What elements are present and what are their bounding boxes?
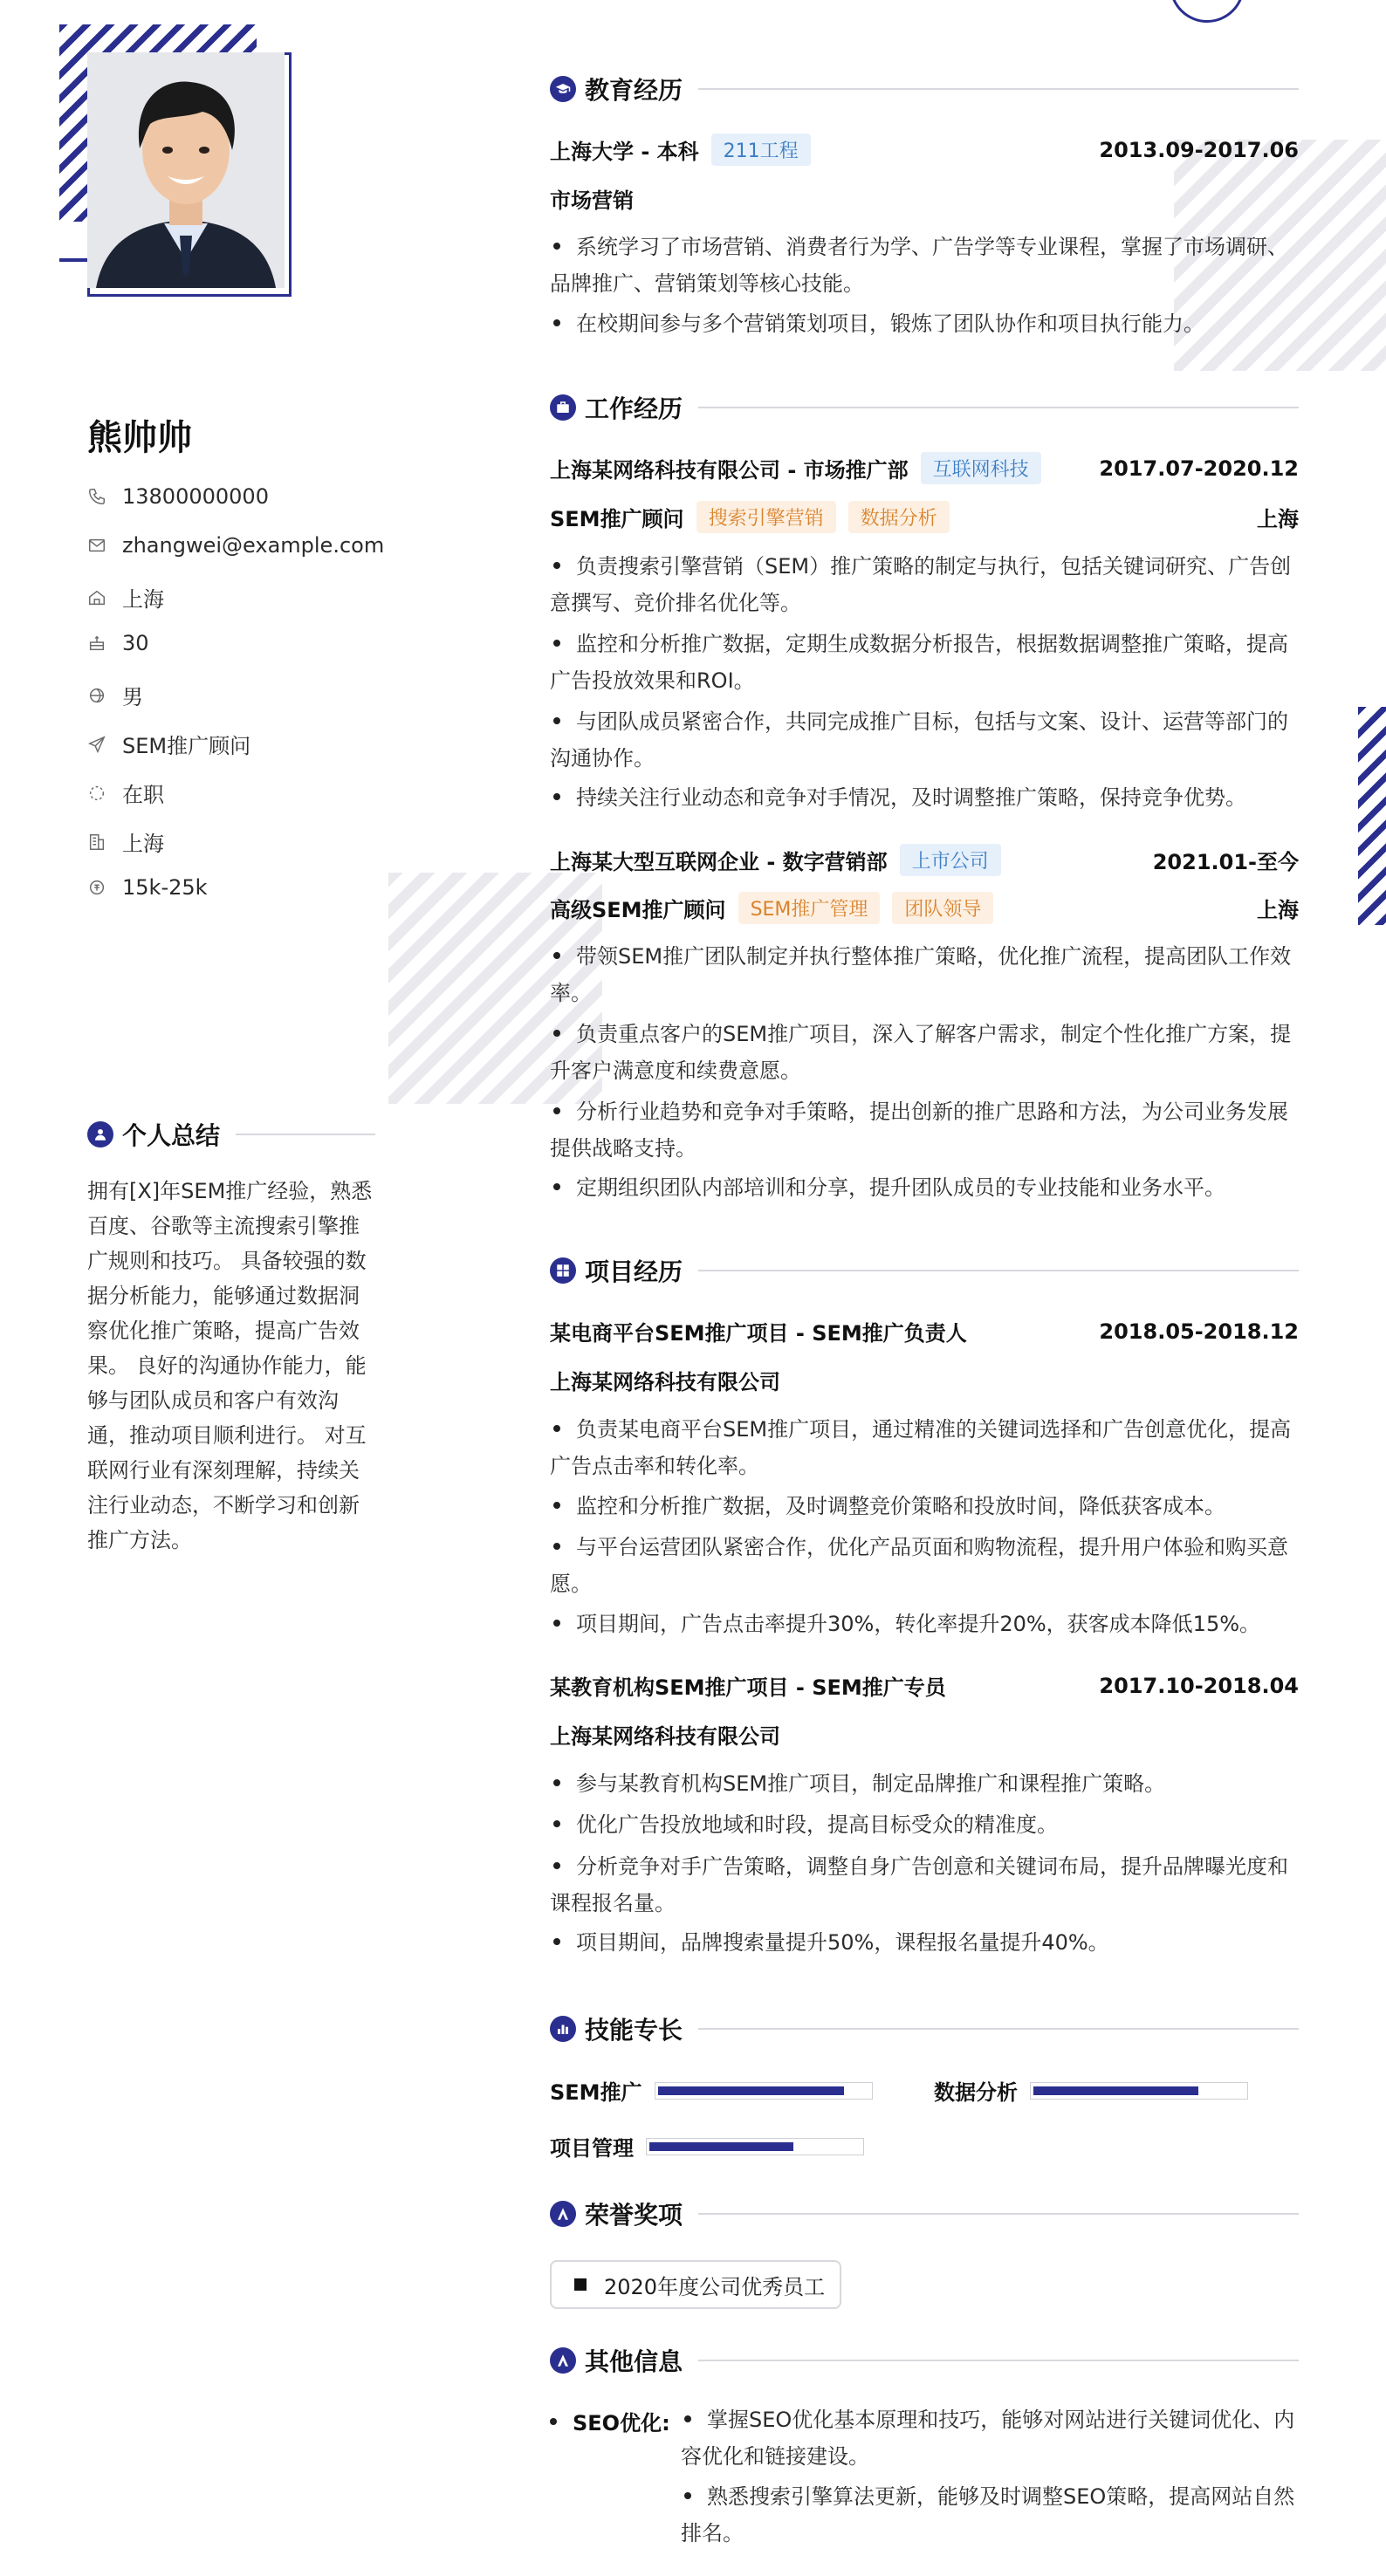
profile-name: 熊帅帅 — [87, 418, 192, 458]
skill-bar-fill — [649, 2142, 793, 2151]
section-awards-title: 荣誉奖项 — [585, 2201, 683, 2230]
job-bullet: 与团队成员紧密合作，共同完成推广目标，包括与文案、设计、运营等部门的沟通协作。 — [550, 709, 1288, 771]
bullet-dot — [553, 1820, 560, 1827]
bullet-dot — [553, 243, 560, 250]
job-company-row — [550, 844, 1299, 876]
age-text: 30 — [122, 631, 149, 655]
bullet-dot — [553, 562, 560, 569]
skill-bar — [646, 2138, 864, 2155]
user-icon — [87, 1121, 113, 1148]
job-city: 上海 — [1257, 898, 1299, 922]
job-company-tag: 互联网科技 — [921, 452, 1041, 484]
money-icon — [87, 878, 106, 897]
skill-item — [934, 2075, 1248, 2106]
section-divider — [698, 2360, 1299, 2361]
bullet-dot — [553, 952, 560, 959]
section-projects-header — [550, 1253, 1299, 1288]
section-other-header — [550, 2343, 1299, 2378]
phone-text: 13800000000 — [122, 484, 269, 509]
section-work-header — [550, 390, 1299, 425]
grid-icon — [550, 1257, 576, 1284]
award-square-icon — [574, 2278, 587, 2291]
education-bullet: 系统学习了市场营销、消费者行为学、广告学等专业课程，掌握了市场调研、品牌推广、营销策划等核心技能。 — [550, 235, 1288, 296]
bullet-dot — [553, 1862, 560, 1869]
job-bullet: 负责重点客户的SEM推广项目，深入了解客户需求，制定个性化推广方案，提升客户满意度和续费意愿。 — [550, 1022, 1292, 1083]
bullet-dot — [550, 2418, 557, 2425]
job-company: 上海某大型互联网企业 - 数字营销部 — [550, 850, 888, 874]
award-icon — [550, 2201, 576, 2227]
education-major: 市场营销 — [550, 188, 634, 213]
email-text: zhangwei@example.com — [122, 533, 385, 558]
decor-stripes-right-edge — [1358, 707, 1386, 925]
section-summary-title: 个人总结 — [122, 1121, 221, 1150]
section-work-title: 工作经历 — [585, 394, 683, 423]
cake-icon — [87, 634, 106, 653]
gender-icon — [87, 686, 106, 705]
bullet-dot — [553, 319, 560, 326]
bar-chart-icon — [550, 2016, 576, 2042]
info-location — [87, 582, 375, 613]
decor-circle-top — [1170, 0, 1245, 23]
avatar — [87, 52, 285, 288]
section-divider — [698, 88, 1299, 90]
section-skills-title: 技能专长 — [585, 2016, 683, 2045]
education-row — [550, 134, 1299, 166]
section-education-title: 教育经历 — [585, 76, 683, 105]
education-bullet: 在校期间参与多个营销策划项目，锻炼了团队协作和项目执行能力。 — [550, 305, 1299, 342]
bullet-dot — [553, 1502, 560, 1509]
other-bullet: 掌握SEO优化基本原理和技巧，能够对网站进行关键词优化、内容优化和链接建设。 — [681, 2408, 1295, 2469]
project-bullet: 项目期间，广告点击率提升30%，转化率提升20%，获客成本降低15%。 — [550, 1606, 1299, 1642]
summary-text: 拥有[X]年SEM推广经验，熟悉百度、谷歌等主流搜索引擎推广规则和技巧。 具备较强的数据分析能力，能够通过数据洞察优化推广策略，提高广告效果。 良好的沟通协作能力，能够与团队成员和客户有效沟通，推动项目顺利进行。 对互联网行业有深刻理解，持续关注行业动态，不断学习和创新推广方法。 — [87, 1179, 373, 1552]
project-row — [550, 1670, 1299, 1701]
section-projects-title: 项目经历 — [585, 1257, 683, 1286]
briefcase-icon — [550, 394, 576, 421]
job-bullet: 带领SEM推广团队制定并执行整体推广策略，优化推广流程，提高团队工作效率。 — [550, 944, 1292, 1005]
job-role-row — [550, 501, 1299, 533]
education-school: 上海大学 - 本科 — [550, 140, 699, 164]
section-divider — [698, 2213, 1299, 2215]
target-city-text: 上海 — [122, 832, 164, 856]
job-company-row — [550, 452, 1299, 484]
job-role: SEM推广顾问 — [550, 507, 684, 531]
job-company: 上海某网络科技有限公司 - 市场推广部 — [550, 458, 909, 483]
send-icon — [87, 735, 106, 754]
job-period: 2021.01-至今 — [1152, 850, 1299, 874]
project-company-row — [550, 1719, 1299, 1750]
skill-bar — [655, 2082, 873, 2100]
info-email — [87, 533, 385, 558]
bullet-dot — [553, 1938, 560, 1945]
other-bullet: 熟悉搜索引擎算法更新，能够及时调整SEO策略，提高网站自然排名。 — [681, 2484, 1295, 2545]
bullet-dot — [553, 717, 560, 724]
project-name: 某教育机构SEM推广项目 - SEM推广专员 — [550, 1675, 946, 1700]
bullet-dot — [553, 1620, 560, 1627]
award-text: 2020年度公司优秀员工 — [604, 2274, 826, 2299]
education-period: 2013.09-2017.06 — [1099, 137, 1299, 162]
award-item — [550, 2260, 841, 2309]
bullet-dot — [684, 2492, 691, 2499]
section-divider — [236, 1134, 375, 1135]
salary-text: 15k-25k — [122, 875, 208, 900]
section-summary-header — [87, 1117, 375, 1152]
project-bullet: 优化广告投放地域和时段，提高目标受众的精准度。 — [550, 1806, 1299, 1843]
project-period: 2017.10-2018.04 — [1099, 1673, 1299, 1698]
info-status — [87, 778, 375, 808]
bullet-dot — [553, 1183, 560, 1190]
position-text: SEM推广顾问 — [122, 734, 251, 758]
skill-item — [550, 2075, 873, 2106]
skill-name: 数据分析 — [934, 2080, 1018, 2105]
info-target-city — [87, 826, 375, 857]
info-icon — [550, 2347, 576, 2374]
job-city: 上海 — [1257, 507, 1299, 531]
education-tag: 211工程 — [711, 134, 811, 166]
phone-icon — [87, 487, 106, 506]
section-divider — [698, 2028, 1299, 2030]
skill-item — [550, 2131, 864, 2162]
project-bullet: 分析竞争对手广告策略，调整自身广告创意和关键词布局，提升品牌曝光度和课程报名量。 — [550, 1854, 1288, 1915]
bullet-dot — [553, 1779, 560, 1786]
gender-text: 男 — [122, 685, 143, 709]
skill-name: 项目管理 — [550, 2136, 634, 2161]
skill-bar-fill — [658, 2086, 844, 2095]
job-bullet: 监控和分析推广数据，定期生成数据分析报告，根据数据调整推广策略，提高广告投放效果和ROI。 — [550, 632, 1288, 693]
section-education-header — [550, 72, 1299, 106]
section-divider — [698, 407, 1299, 408]
project-bullet: 负责某电商平台SEM推广项目，通过精准的关键词选择和广告创意优化，提高广告点击率和转化率。 — [550, 1417, 1292, 1478]
education-major-row — [550, 183, 1299, 214]
project-bullet: 监控和分析推广数据，及时调整竞价策略和投放时间，降低获客成本。 — [550, 1488, 1299, 1524]
job-company-tag: 上市公司 — [900, 844, 1001, 876]
project-company-row — [550, 1365, 1299, 1395]
portrait-illustration — [87, 52, 285, 288]
project-bullet: 参与某教育机构SEM推广项目，制定品牌推广和课程推广策略。 — [550, 1765, 1299, 1802]
project-bullet: 与平台运营团队紧密合作，优化产品页面和购物流程，提升用户体验和购买意愿。 — [550, 1535, 1288, 1596]
job-role-tag: SEM推广管理 — [738, 892, 881, 924]
info-salary — [87, 875, 375, 900]
bullet-dot — [553, 1030, 560, 1037]
bullet-dot — [553, 793, 560, 800]
project-row — [550, 1316, 1299, 1346]
job-bullet: 定期组织团队内部培训和分享，提升团队成员的专业技能和业务水平。 — [550, 1169, 1299, 1206]
info-age — [87, 631, 375, 655]
job-role-tag: 搜索引擎营销 — [696, 501, 836, 533]
home-icon — [87, 588, 106, 607]
status-text: 在职 — [122, 783, 164, 807]
info-phone — [87, 484, 375, 509]
section-divider — [698, 1270, 1299, 1271]
section-other-title: 其他信息 — [585, 2347, 683, 2376]
location-text: 上海 — [122, 587, 164, 612]
job-role-tag: 数据分析 — [848, 501, 950, 533]
section-awards-header — [550, 2196, 1299, 2231]
job-bullet: 分析行业趋势和竞争对手策略，提出创新的推广思路和方法，为公司业务发展提供战略支持。 — [550, 1100, 1288, 1161]
job-role: 高级SEM推广顾问 — [550, 898, 726, 922]
bullet-dot — [553, 1107, 560, 1114]
decor-accent-bar — [59, 258, 87, 262]
project-bullet: 项目期间，品牌搜索量提升50%，课程报名量提升40%。 — [550, 1924, 1299, 1961]
job-role-row — [550, 892, 1299, 924]
bullet-dot — [684, 2415, 691, 2422]
project-company: 上海某网络科技有限公司 — [550, 1724, 780, 1749]
section-skills-header — [550, 2011, 1299, 2046]
info-gender — [87, 680, 375, 710]
skill-bar-fill — [1033, 2086, 1198, 2095]
building-icon — [87, 832, 106, 852]
job-bullet: 负责搜索引擎营销（SEM）推广策略的制定与执行，包括关键词研究、广告创意撰写、竞价排名优化等。 — [550, 554, 1292, 615]
mail-icon — [87, 536, 106, 555]
job-bullet: 持续关注行业动态和竞争对手情况，及时调整推广策略，保持竞争优势。 — [550, 779, 1299, 816]
skill-name: SEM推广 — [550, 2080, 642, 2105]
other-label: SEO优化: — [550, 2406, 670, 2436]
project-company: 上海某网络科技有限公司 — [550, 1370, 780, 1394]
loading-icon — [87, 784, 106, 803]
job-role-tag: 团队领导 — [892, 892, 993, 924]
bullet-dot — [553, 1425, 560, 1432]
skill-bar — [1030, 2082, 1248, 2100]
project-period: 2018.05-2018.12 — [1099, 1319, 1299, 1344]
project-name: 某电商平台SEM推广项目 - SEM推广负责人 — [550, 1321, 967, 1346]
bullet-dot — [553, 640, 560, 647]
job-period: 2017.07-2020.12 — [1099, 456, 1299, 481]
bullet-dot — [553, 1543, 560, 1550]
graduation-cap-icon — [550, 76, 576, 102]
info-position — [87, 729, 375, 759]
